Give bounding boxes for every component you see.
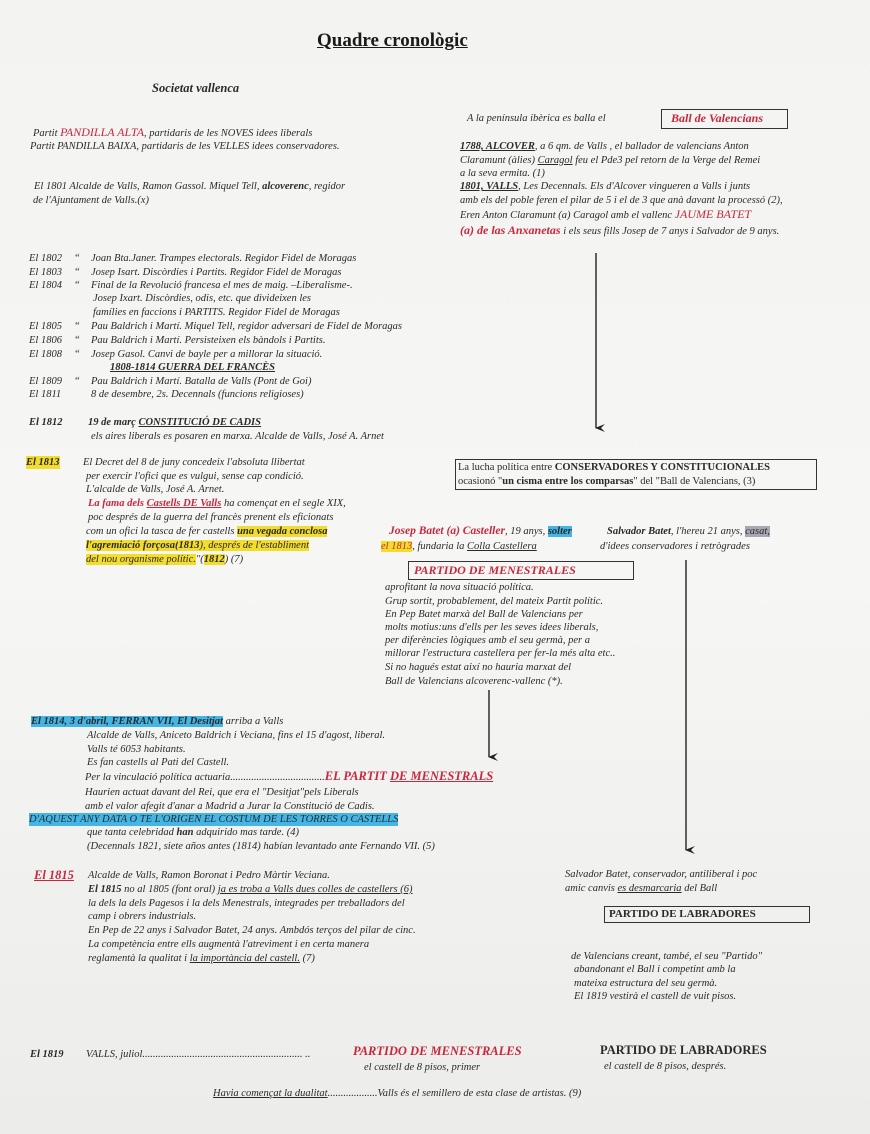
poc-despres-line: poc després de la guerra del francès prenent els eficionats [88,512,334,523]
menestrales-box [408,561,634,580]
year-1815: El 1815 [34,868,74,882]
ermita-line: a la seva ermita. (1) [460,168,545,179]
ditto-mark: “ [74,349,80,360]
labradores-box-label: PARTIDO DE LABRADORES [609,908,756,920]
agremiacio-line: l'agremiació forçosa(1813), després de l'establiment [86,540,310,551]
paragraph-line: El 1819 vestirà el castell de vuit pisos. [574,991,737,1002]
year-event: Pau Baldrich i Martí. Miquel Tell, regidor adversari de Fidel de Moragas [91,321,402,332]
ofici-line: per exercir l'ofici que es vulgui, sense cap condició. [86,471,304,482]
year-1813: El 1813 [26,457,60,468]
paragraph-line: mateixa estructura del seu germà. [574,978,718,989]
ferran-vii-line: El 1814, 3 d'abril, FERRAN VII, El Desitjat arriba a Valls [31,716,284,727]
year-event: 8 de desembre, 2s. Decennals (funcions religioses) [91,389,304,400]
year-event: Pau Baldrich i Martí. Batalla de Valls (Pont de Goi) [91,376,312,387]
year-event: famílies en faccions i PARTITS. Regidor Fidel de Moragas [93,307,340,318]
paragraph-line: millorar l'estructura castellera per fer-la més alta etc.. [385,648,616,659]
ditto-mark: “ [74,376,80,387]
war-heading: 1808-1814 GUERRA DEL FRANCÈS [110,362,276,373]
year-label: El 1811 [29,389,62,400]
constitucio-line: 19 de març CONSTITUCIÓ DE CADIS [88,417,261,428]
year-event: Joan Bta.Janer. Trampes electorals. Regidor Fidel de Moragas [91,253,357,264]
alcover-1788-line: 1788, ALCOVER, a 6 qm. de Valls , el ballador de valencians Anton [460,141,749,152]
pilar-line: amb els del poble feren el pilar de 5 i el de 3 que anà davant la processó (2), [460,195,783,206]
paragraph-line: Grup sortit, probablement, del mateix Partit polític. [385,596,604,607]
year-label: El 1809 [29,376,62,387]
pandilla-baixa-line: Partit PANDILLA BAIXA, partidaris de les VELLES idees conservadores. [30,141,340,152]
salvador-batet-line: Salvador Batet, l'hereu 21 anys, casat, [607,526,770,537]
labradores-box [604,906,810,923]
subtitle: Societat vallenca [152,81,240,95]
colla-castellera-line: el 1813, fundaria la Colla Castellera [381,541,537,552]
decennals-1821-line: (Decennals 1821, siete años antes (1814) habían levantado ante Fernando VII. (5) [87,841,435,852]
vinculacio-line: Per la vinculació política actuaria....................................EL PARTIT DE MENESTRALS [85,769,494,783]
idees-conservadores-line: d'idees conservadores i retrògrades [600,541,750,552]
paragraph-line: per diferències lògiques amb el seu germà, per a [385,635,591,646]
pandilla-alta-line: Partit PANDILLA ALTA, partidaris de les NOVES idees liberals [33,125,313,139]
jurar-line: amb el valor afegit d'anar a Madrid a Jurar la Constitució de Cadis. [85,801,375,812]
year-label: El 1803 [29,267,62,278]
ditto-mark: “ [74,321,80,332]
valls-juliol-line: VALLS, juliol............................................................. .. [86,1049,311,1060]
lucha-line-2: ocasionó "un cisma entre los comparsas" del "Ball de Valencians, (3) [458,476,756,487]
lucha-line-1: La lucha política entre CONSERVADORES Y CONSTITUCIONALES [458,462,770,473]
year-1812: El 1812 [29,417,63,428]
salvador-conservador-line: Salvador Batet, conservador, antiliberal i poc [565,869,758,880]
menestrales-1819-sub: el castell de 8 pisos, primer [364,1062,481,1073]
pagesos-line: la dels la dels Pagesos i la dels Menestrals, integrades per treballadors del [88,898,405,909]
valls-1801-line: 1801, VALLS, Les Decennals. Els d'Alcover vingueren a Valls i junts [460,181,751,192]
competencia-line: La competència entre ells augmentà l'atreviment i en certa manera [88,939,370,950]
paragraph-line: de Valencians creant, també, el seu "Partido" [571,951,762,962]
year-1819: El 1819 [30,1049,64,1060]
origen-costum-line: D'AQUEST ANY DATA O TE L'ORIGEN EL COSTUM DE LES TORRES O CASTELLS [29,814,399,825]
year-event: Final de la Revolució francesa el mes de maig. –Liberalisme-. [91,280,353,291]
year-event: Josep Isart. Discòrdies i Partits. Regidor Fidel de Moragas [91,267,342,278]
ball-box [661,109,788,129]
year-label: El 1805 [29,321,62,332]
ditto-mark: “ [74,280,80,291]
alcalde-arnet-line: L'alcalde de Valls, José A. Arnet. [86,484,225,495]
ofici-castells-line: com un ofici la tasca de fer castells una vegada conclosa [86,526,328,537]
paragraph-line: abandonant el Ball i competint amb la [574,964,736,975]
year-event: Josep Ixart. Discòrdies, odis, etc. que divideixen les [93,293,312,304]
menestrales-1819: PARTIDO DE MENESTRALES [353,1044,522,1058]
pep-salvador-line: En Pep de 22 anys i Salvador Batet, 24 anys. Ambdós terços del pilar de cinc. [88,925,416,936]
year-label: El 1806 [29,335,62,346]
josep-batet-line: Josep Batet (a) Casteller, 19 anys, solter [389,525,572,537]
footer-line: Havia començat la dualitat...................Valls és el semillero de esta clase de artistas. (9) [213,1088,582,1099]
fama-line: La fama dels Castells DE Valls ha començat en el segle XIX, [88,498,346,509]
year-event: Josep Gasol. Canvi de bayle per a millorar la situació. [91,349,323,360]
camp-line: camp i obrers industrials. [88,911,197,922]
menestrales-box-label: PARTIDO DE MENESTRALES [414,563,576,577]
claramunt-line: Claramunt (àlies) Caragol feu el Pde3 pel retorn de la Verge del Remei [460,155,761,166]
labradores-1819: PARTIDO DE LABRADORES [600,1043,767,1057]
celebridad-line: que tanta celebridad han adquirido mas tarde. (4) [87,827,299,838]
labradores-1819-sub: el castell de 8 pisos, després. [604,1061,727,1072]
year-event: Pau Baldrich i Martí. Persisteixen els bàndols i Partits. [91,335,326,346]
organisme-line: del nou organisme polític."(1812) (7) [86,554,244,565]
haurien-line: Haurien actuat davant del Rei, que era el "Desitjat"pels Liberals [85,787,359,798]
ditto-mark: “ [74,335,80,346]
paragraph-line: En Pep Batet marxà del Ball de Valencians per [385,609,583,620]
caragol-line: Eren Anton Claramunt (a) Caragol amb el vallenc JAUME BATET [460,207,752,221]
year-label: El 1808 [29,349,62,360]
year-label: El 1804 [29,280,62,291]
decret-line: El Decret del 8 de juny concedeix l'absoluta llibertat [83,457,305,468]
paragraph-line: Ball de Valencians alcoverenc-vallenc (*). [385,676,563,687]
aires-liberals-line: els aires liberals es posaren en marxa. Alcalde de Valls, José A. Arnet [91,431,384,442]
paragraph-line: Si no hagués estat així no hauria marxat del [385,662,572,673]
page-title: Quadre cronològic [317,30,468,51]
paragraph-line: aprofitant la nova situació política. [385,582,534,593]
alcalde-1801-line: El 1801 Alcalde de Valls, Ramon Gassol. Miquel Tell, alcoverenc, regidor [34,181,346,192]
anxanetas-line: (a) de las Anxanetas i els seus fills Josep de 7 anys i Salvador de 9 anys. [460,223,780,237]
paragraph-line: Es fan castells al Pati del Castell. [87,757,230,768]
dues-colles-line: El 1815 no al 1805 (font oral) ja es troba a Valls dues colles de castellers (6) [88,884,413,895]
year-label: El 1802 [29,253,62,264]
ditto-mark: “ [74,267,80,278]
alcalde-boronat-line: Alcalde de Valls, Ramon Boronat i Pedro Màrtir Veciana. [88,870,330,881]
desmarcaria-line: amic canvis es desmarcaria del Ball [565,883,718,894]
paragraph-line: Alcalde de Valls, Aniceto Baldrich i Veciana, fins el 15 d'agost, liberal. [87,730,386,741]
right-intro: A la península ibèrica es balla el [467,113,606,124]
ditto-mark: “ [74,253,80,264]
paragraph-line: molts motius:uns d'ells per les seves idees liberals, [385,622,599,633]
qualitat-line: reglamentà la qualitat i la importància del castell. (7) [88,953,315,964]
ball-box-label: Ball de Valencians [671,111,764,125]
regidor-line: de l'Ajuntament de Valls.(x) [33,195,149,206]
paragraph-line: Valls té 6053 habitants. [87,744,186,755]
